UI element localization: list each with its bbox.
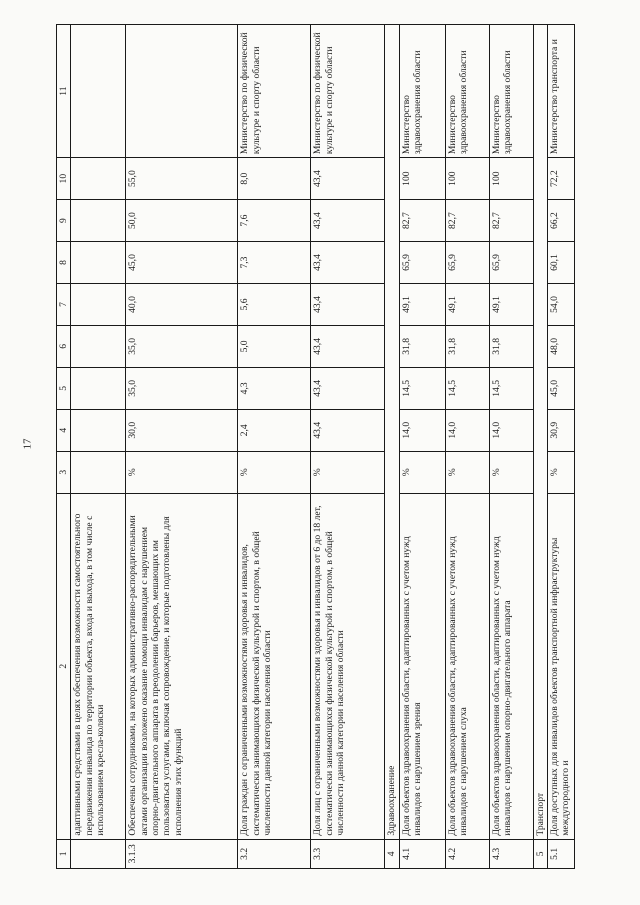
value-cell: 7,3 [237, 241, 310, 283]
value-cell [70, 325, 125, 367]
value-cell [70, 199, 125, 241]
section-title: Транспорт [533, 24, 547, 839]
value-cell: 40,0 [125, 283, 237, 325]
table-row [547, 24, 574, 868]
table-row [399, 24, 445, 868]
value-cell: 2,4 [237, 409, 310, 451]
value-cell: 5,0 [237, 325, 310, 367]
indicator-name: Доля граждан с ограниченными возможностями здоровья и инвалидов, систематически занимающихся физической культурой и спортом, в общей численности данной категории населения области [237, 493, 310, 839]
table-row [237, 24, 310, 868]
ministry-cell: Министерство здравоохранения области [489, 24, 533, 157]
column-header: 2 [56, 493, 70, 839]
indicator-name: Доля объектов здравоохранения области, адаптированных с учетом нужд инвалидов с нарушением слуха [445, 493, 489, 839]
unit-cell: % [310, 451, 384, 493]
row-id: 4.2 [445, 839, 489, 868]
value-cell: 5,6 [237, 283, 310, 325]
value-cell: 14,5 [489, 367, 533, 409]
value-cell: 14,0 [445, 409, 489, 451]
value-cell [70, 157, 125, 199]
column-header: 11 [56, 24, 70, 157]
value-cell: 4,3 [237, 367, 310, 409]
column-header: 5 [56, 367, 70, 409]
value-cell: 48,0 [547, 325, 574, 367]
section-id: 5 [533, 839, 547, 868]
unit-cell: % [237, 451, 310, 493]
value-cell: 82,7 [445, 199, 489, 241]
row-id [70, 839, 125, 868]
section-title: Здравоохранение [384, 24, 398, 839]
value-cell: 8,0 [237, 157, 310, 199]
page-number: 17 [21, 438, 34, 450]
row-id: 5.1 [547, 839, 574, 868]
value-cell: 50,0 [125, 199, 237, 241]
ministry-cell: Министерство здравоохранения области [399, 24, 445, 157]
value-cell: 35,0 [125, 325, 237, 367]
unit-cell: % [489, 451, 533, 493]
row-id: 4.1 [399, 839, 445, 868]
section-row [533, 24, 547, 868]
row-id: 4.3 [489, 839, 533, 868]
column-header: 7 [56, 283, 70, 325]
ministry-cell [70, 24, 125, 157]
value-cell: 43,4 [310, 199, 384, 241]
value-cell: 54,0 [547, 283, 574, 325]
indicator-name: Доля объектов здравоохранения области, адаптированных с учетом нужд инвалидов с нарушением зрения [399, 493, 445, 839]
value-cell: 65,9 [445, 241, 489, 283]
indicator-name: Доля лиц с ограниченными возможностями здоровья и инвалидов от 6 до 18 лет, систематически занимающихся физической культурой и спортом, в общей численности данной категории населения области [310, 493, 384, 839]
ministry-cell: Министерство по физической культуре и спорту области [237, 24, 310, 157]
unit-cell: % [399, 451, 445, 493]
ministry-cell: Министерство по физической культуре и спорту области [310, 24, 384, 157]
indicator-name: Доля доступных для инвалидов объектов транспортной инфраструктуры междугородного и [547, 493, 574, 839]
value-cell: 82,7 [399, 199, 445, 241]
unit-cell: % [125, 451, 237, 493]
value-cell: 43,4 [310, 157, 384, 199]
value-cell: 31,8 [489, 325, 533, 367]
column-header: 6 [56, 325, 70, 367]
unit-cell: % [547, 451, 574, 493]
ministry-cell [125, 24, 237, 157]
value-cell: 49,1 [445, 283, 489, 325]
value-cell [70, 367, 125, 409]
indicator-name: Доля объектов здравоохранения области, адаптированных с учетом нужд инвалидов с нарушением опорно-двигательного аппарата [489, 493, 533, 839]
unit-cell: % [445, 451, 489, 493]
indicators-table [56, 24, 575, 869]
ministry-cell: Министерство здравоохранения области [445, 24, 489, 157]
table-row [445, 24, 489, 868]
value-cell [70, 283, 125, 325]
ministry-cell: Министерство транспорта и [547, 24, 574, 157]
table-row [70, 24, 125, 868]
value-cell: 7,6 [237, 199, 310, 241]
value-cell: 43,4 [310, 325, 384, 367]
value-cell: 14,0 [399, 409, 445, 451]
value-cell: 100 [445, 157, 489, 199]
value-cell: 43,4 [310, 241, 384, 283]
value-cell: 35,0 [125, 367, 237, 409]
value-cell: 31,8 [445, 325, 489, 367]
value-cell: 45,0 [125, 241, 237, 283]
value-cell: 30,9 [547, 409, 574, 451]
value-cell: 60,1 [547, 241, 574, 283]
value-cell: 49,1 [399, 283, 445, 325]
header-row [56, 24, 70, 868]
value-cell: 49,1 [489, 283, 533, 325]
value-cell: 65,9 [399, 241, 445, 283]
column-header: 1 [56, 839, 70, 868]
column-header: 4 [56, 409, 70, 451]
value-cell: 14,5 [399, 367, 445, 409]
rotated-sheet [56, 24, 573, 869]
value-cell: 14,5 [445, 367, 489, 409]
indicator-name: Обеспечены сотрудниками, на которых административно-распорядительными актами организации возложено оказание помощи инвалидам с нарушением опорно-двигательного аппарата в преодолении барьеров, мешающих им пользоваться услугами, включая сопровождение, и которые подготовлены для исполнения этих функций [125, 493, 237, 839]
value-cell: 43,4 [310, 409, 384, 451]
unit-cell [70, 451, 125, 493]
value-cell: 82,7 [489, 199, 533, 241]
value-cell: 30,0 [125, 409, 237, 451]
value-cell: 43,4 [310, 283, 384, 325]
value-cell: 14,0 [489, 409, 533, 451]
indicator-name: адаптивными средствами в целях обеспечения возможности самостоятельного передвижения инвалида по территории объекта, входа и выхода, в том числе с использованием кресла-коляски [70, 493, 125, 839]
value-cell: 45,0 [547, 367, 574, 409]
value-cell [70, 241, 125, 283]
row-id: 3.1.3 [125, 839, 237, 868]
column-header: 8 [56, 241, 70, 283]
value-cell: 100 [399, 157, 445, 199]
value-cell [70, 409, 125, 451]
value-cell: 72,2 [547, 157, 574, 199]
table-row [125, 24, 237, 868]
section-id: 4 [384, 839, 398, 868]
column-header: 9 [56, 199, 70, 241]
section-row [384, 24, 398, 868]
value-cell: 66,2 [547, 199, 574, 241]
column-header: 10 [56, 157, 70, 199]
table-row [489, 24, 533, 868]
value-cell: 55,0 [125, 157, 237, 199]
value-cell: 65,9 [489, 241, 533, 283]
value-cell: 100 [489, 157, 533, 199]
row-id: 3.2 [237, 839, 310, 868]
row-id: 3.3 [310, 839, 384, 868]
column-header: 3 [56, 451, 70, 493]
table-row [310, 24, 384, 868]
value-cell: 43,4 [310, 367, 384, 409]
value-cell: 31,8 [399, 325, 445, 367]
